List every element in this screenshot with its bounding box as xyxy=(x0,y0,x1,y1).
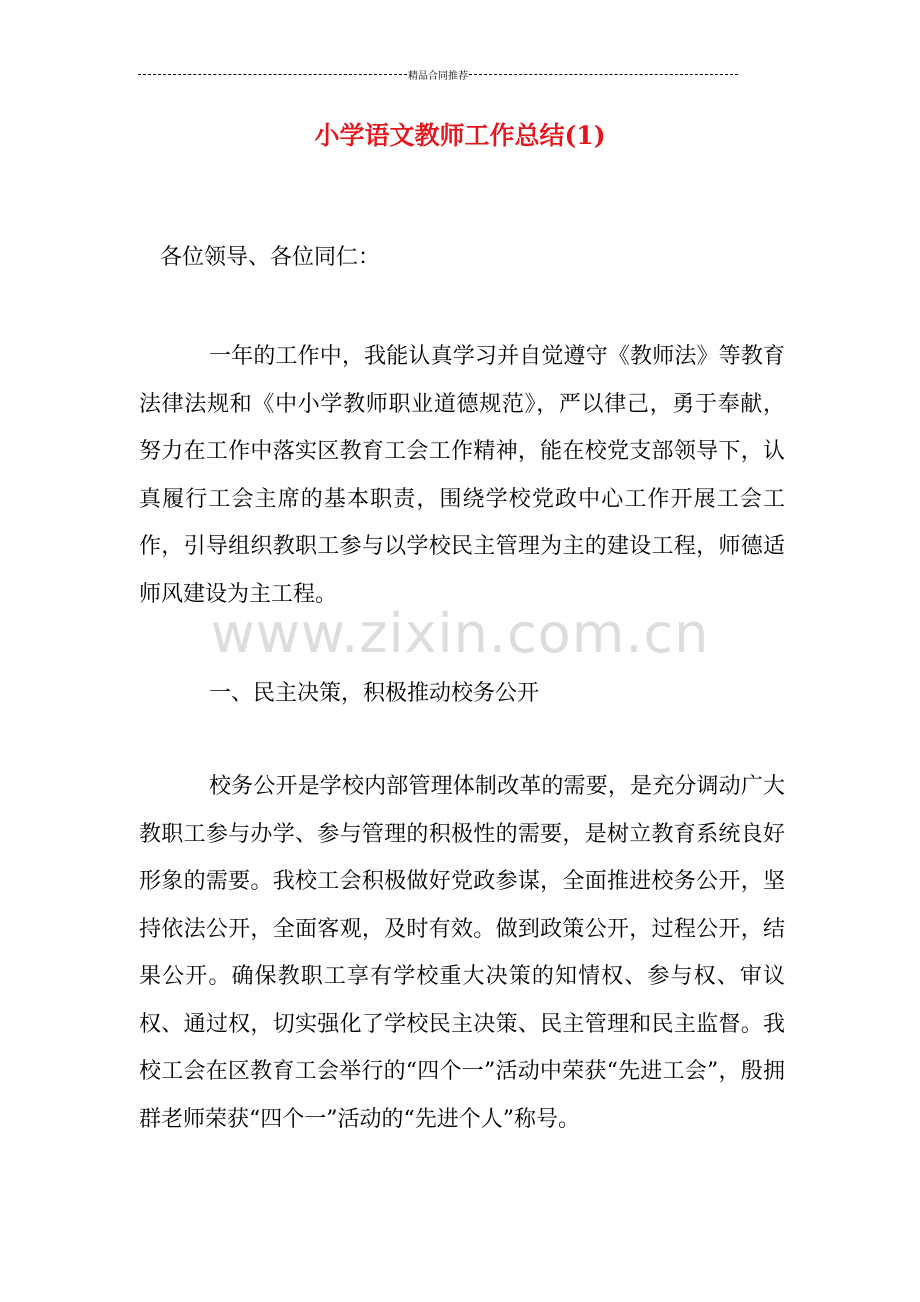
document-title: 小学语文教师工作总结(1) xyxy=(314,121,606,150)
header-left-dashes xyxy=(138,74,407,75)
page-header xyxy=(138,66,738,82)
paragraph-intro: 一年的工作中，我能认真学习并自觉遵守《教师法》等教育法律法规和《中小学教师职业道德规范》，严以律己，勇于奉献，努力在工作中落实区教育工会工作精神，能在校党支部领导下，认真履行工会主席的基本职责，围绕学校党政中心工作开展工会工作，引导组织教职工参与以学校民主管理为主的建设工程，师德适师风建设为主工程。 xyxy=(139,344,785,607)
section-heading-1: 一、民主决策，积极推动校务公开 xyxy=(209,681,540,706)
header-right-dashes xyxy=(469,74,738,75)
paragraph-school-affairs: 校务公开是学校内部管理体制改革的需要，是充分调动广大教职工参与办学、参与管理的积极性的需要，是树立教育系统良好形象的需要。我校工会积极做好党政参谋，全面推进校务公开，坚持依法公开，全面客观，及时有效。做到政策公开，过程公开，结果公开。确保教职工享有学校重大决策的知情权、参与权、审议权、通过权，切实强化了学校民主决策、民主管理和民主监督。我校工会在区教育工会举行的“四个一”活动中荣获“先进工会”，殷拥群老师荣获“四个一”活动的“先进个人”称号。 xyxy=(139,774,785,1132)
header-text: 精品合同推荐 xyxy=(408,70,468,82)
watermark: www.zixin.com.cn xyxy=(210,602,710,665)
greeting: 各位领导、各位同仁： xyxy=(160,245,381,270)
